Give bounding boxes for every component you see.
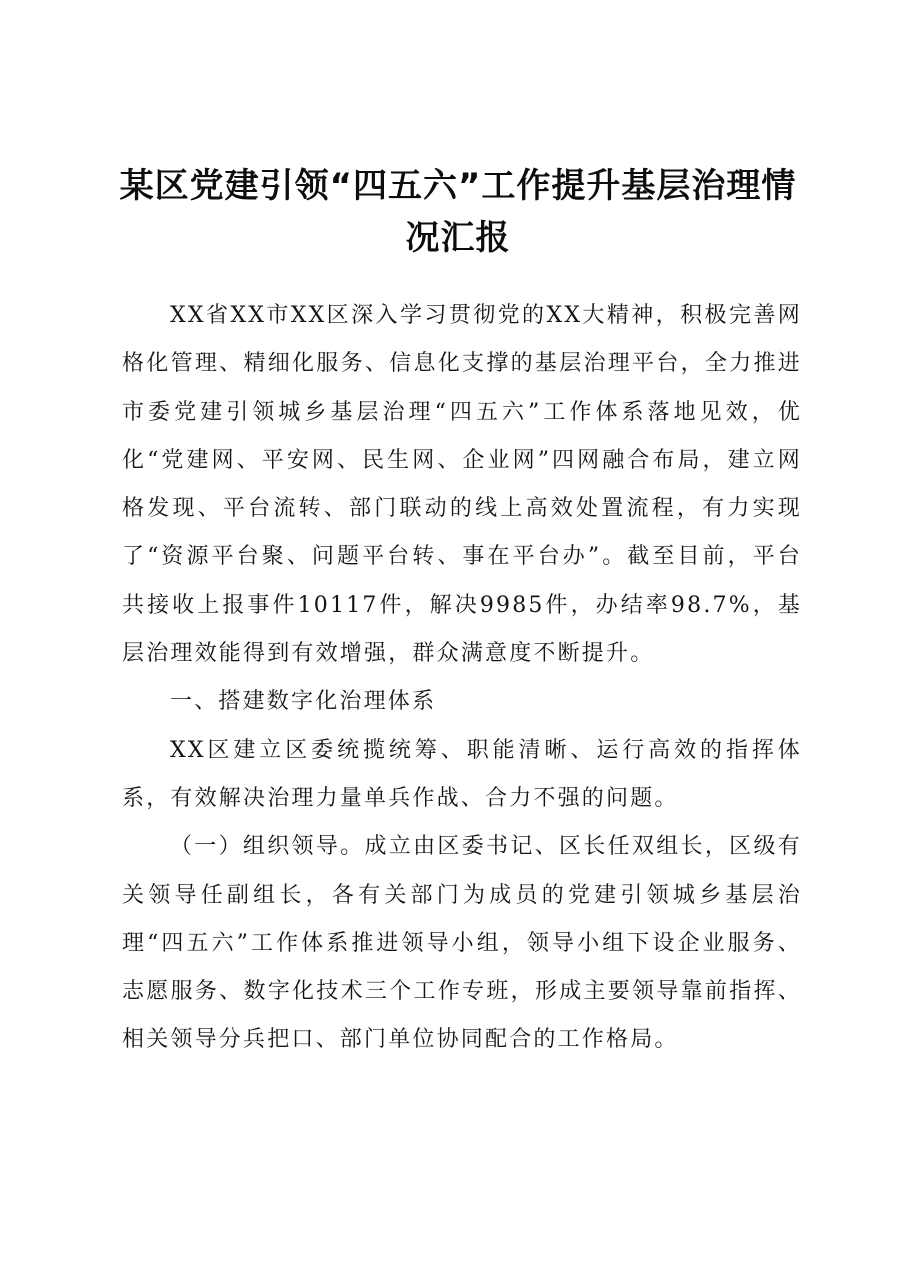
intro-paragraph: XX省XX市XX区深入学习贯彻党的XX大精神，积极完善网格化管理、精细化服务、信息化支撑的基层治理平台，全力推进市委党建引领城乡基层治理“四五六”工作体系落地见效，优化“党建网、平安网、民生网、企业网”四网融合布局，建立网格发现、平台流转、部门联动的线上高效处置流程，有力实现了“资源平台聚、问题平台转、事在平台办”。截至目前，平台共接收上报事件10117件，解决9985件，办结率98.7%，基层治理效能得到有效增强，群众满意度不断提升。: [122, 303, 802, 667]
section-paragraph: XX区建立区委统揽统筹、职能清晰、运行高效的指挥体系，有效解决治理力量单兵作战、合力不强的问题。: [122, 737, 802, 811]
subsection-paragraph: （一）组织领导。成立由区委书记、区长任双组长，区级有关领导任副组长，各有关部门为成员的党建引领城乡基层治理“四五六”工作体系推进领导小组，领导小组下设企业服务、志愿服务、数字化技术三个工作专班，形成主要领导靠前指挥、相关领导分兵把口、部门单位协同配合的工作格局。: [122, 834, 802, 1053]
section-heading: 一、搭建数字化治理体系: [170, 689, 437, 715]
document-body: [122, 292, 802, 1065]
document-title: 某区党建引领“四五六”工作提升基层治理情况汇报: [119, 166, 797, 258]
